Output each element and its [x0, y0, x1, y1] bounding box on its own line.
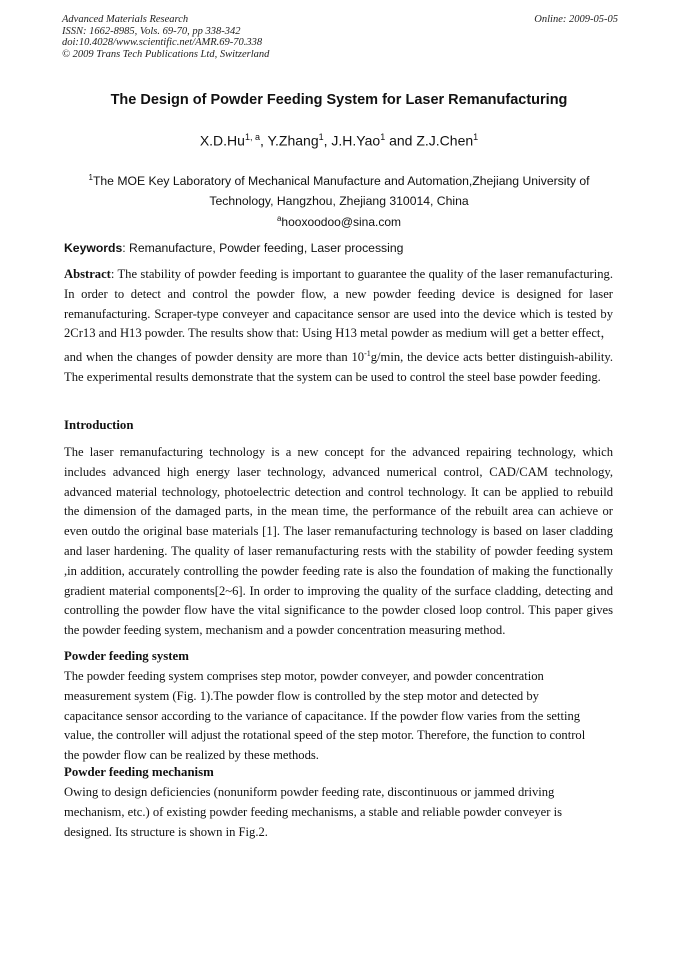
journal-header	[62, 14, 618, 60]
author-affil-mark: 1	[318, 132, 324, 142]
copyright-line: © 2009 Trans Tech Publications Ltd, Switzerland	[62, 48, 270, 60]
introduction-heading: Introduction	[64, 418, 134, 432]
introduction-text: The laser remanufacturing technology is a new concept for the advanced repairing technology, which includes advanced high energy laser technology, advanced numerical control, CAD/CAM technology, advanced material technology, photoelectric detection and control technology. It can be applied to rebuild the dimension of the damaged parts, in the mean time, the performance of the rebuilt area can achieve or even outdo the original base materials [1]. The laser remanufacturing technology is based on laser cladding and laser hardening. The quality of laser remanufacturing rests with the stability of powder feeding system ,in addition, accurately controlling the powder feeding rate is also the foundation of making the functionally gradient material components[2~6]. In order to improving the quality of the surface cladding, detecting and controlling the powder flow have the vital significance to the powder closed loop control. This paper gives the powder feeding system, mechanism and a powder concentration measuring method.	[64, 445, 613, 638]
author-affil-mark: 1, a	[244, 132, 260, 142]
author-affil-mark: 1	[473, 132, 479, 142]
author-name: Y.Zhang	[267, 132, 319, 149]
paper-title: The Design of Powder Feeding System for Laser Remanufacturing	[110, 92, 568, 108]
author-affil-mark: 1	[380, 132, 386, 142]
keywords-label: Keywords	[64, 241, 123, 255]
powder-feeding-system-heading: Powder feeding system	[64, 649, 189, 663]
issn-line: ISSN: 1662-8985, Vols. 69-70, pp 338-342	[62, 25, 241, 37]
keywords	[64, 241, 620, 255]
doi-line[interactable]: doi:10.4028/www.scientific.net/AMR.69-70.338	[62, 37, 263, 48]
author-name: J.H.Yao	[331, 132, 381, 149]
affiliation-mark: 1	[88, 173, 93, 182]
email-address[interactable]: hooxoodoo@sina.com	[281, 215, 402, 229]
author-list: X.D.Hu$^{1, a}$, Y.Zhang$^1$, J.H.Yao$^1$ and Z.J.Chen$^1$	[199, 132, 479, 149]
journal-name: Advanced Materials Research	[62, 14, 189, 25]
keywords-text: : Remanufacture, Powder feeding, Laser processing	[122, 241, 404, 255]
online-date: Online: 2009-05-05	[534, 14, 618, 25]
powder-feeding-system-text: The powder feeding system comprises step motor, powder conveyer, and powder concentration measurement system (Fig. 1).The powder flow is controlled by the step motor and detected by capacitance sensor according to the variance of capacitance. If the powder flow varies from the setting value, the controller will adjust the rotational speed of the step motor. Therefore, the function to control the powder flow can be realized by these methods.	[64, 669, 586, 763]
contact-email	[0, 214, 678, 229]
abstract-label: Abstract	[64, 267, 111, 281]
affiliation-text: The MOE Key Laboratory of Mechanical Manufacture and Automation,Zhejiang University of Technology, Hangzhou, Zhejiang 310014, China	[92, 174, 590, 209]
abstract: Abstract: The stability of powder feeding is important to guarantee the quality of the laser remanufacturing. In order to detect and control the powder flow, a new powder feeding device is designed for laser remanufacturing. Scraper-type conveyer and capacitance sensor are used into the device which is tested by 2Cr13 and H13 powder. The results show that: Using H13 metal powder as medium will get a better effect，and when the changes of powder density are more than $10^{-1}g/\min$, the device acts better distinguish-ability. The experimental results demonstrate that the system can be used to control the steel base powder feeding.	[64, 267, 613, 385]
powder-feeding-mechanism-heading: Powder feeding mechanism	[64, 765, 214, 779]
author-name: Z.J.Chen	[416, 132, 474, 149]
email-mark: a	[276, 214, 282, 223]
affiliation	[80, 168, 598, 211]
author-name: X.D.Hu	[199, 132, 245, 149]
powder-feeding-mechanism-text: Owing to design deficiencies (nonuniform powder feeding rate, discontinuous or jammed driving mechanism, etc.) of existing powder feeding mechanisms, a stable and reliable powder conveyer is designed. Its structure is shown in Fig.2.	[64, 785, 562, 839]
